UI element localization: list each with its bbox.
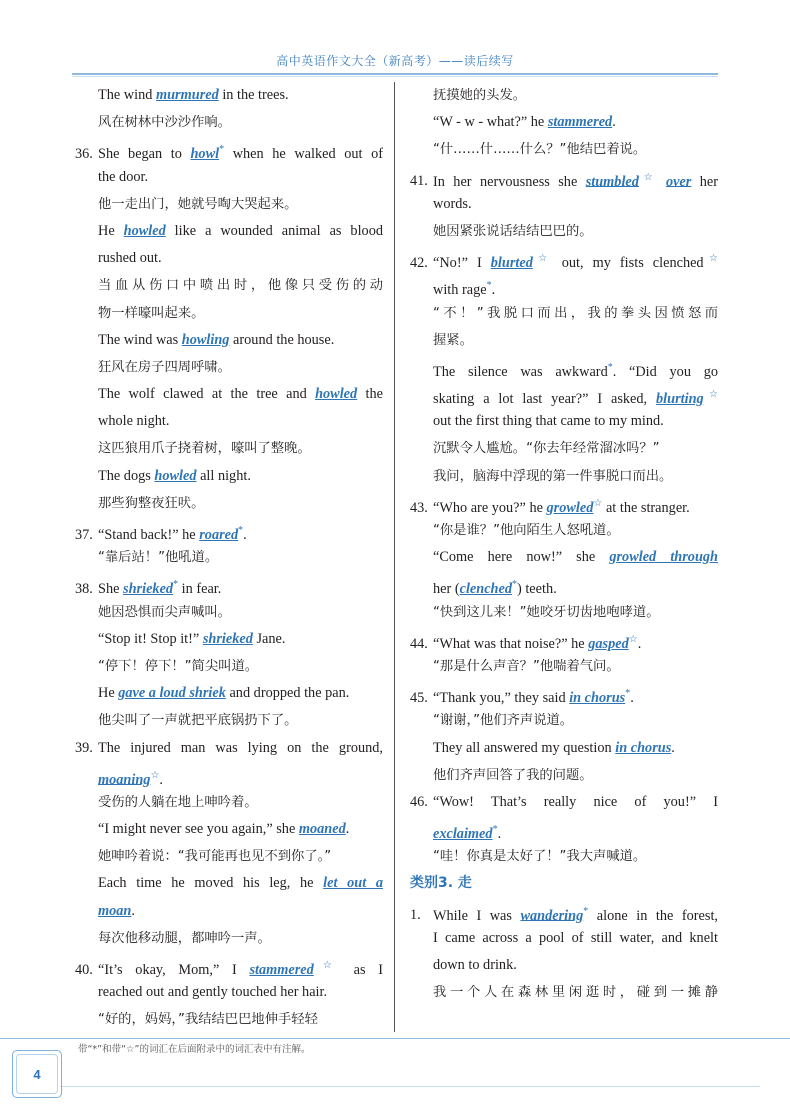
keyword: murmured <box>155 87 219 103</box>
translation-line <box>410 599 718 626</box>
text-run: in fear. <box>178 581 222 598</box>
text-run: Each time he moved his leg, he <box>98 875 324 892</box>
glossary-mark-icon: ☆ <box>628 633 638 645</box>
text-run: . <box>159 771 163 788</box>
keyword: stammered <box>547 114 613 131</box>
text-run: . <box>497 825 502 842</box>
item-number: 42. <box>410 254 428 271</box>
text-run: . <box>345 821 350 838</box>
text-run: He <box>98 222 124 239</box>
text-run: reached out and gently touched her hair. <box>98 984 328 1001</box>
text-run: . <box>612 114 616 131</box>
text-run: 握紧。 <box>433 332 473 348</box>
text-run: She <box>98 581 124 598</box>
example-line <box>410 544 718 571</box>
example-line <box>410 109 718 136</box>
translation-line <box>410 327 718 354</box>
translation-line <box>410 517 718 544</box>
text-run: 狂风在房子四周呼啸。 <box>98 359 231 375</box>
example-line <box>410 952 718 979</box>
example-line <box>410 191 718 218</box>
header-rule <box>72 73 718 75</box>
text-run: “I might never see you again,” she <box>98 821 299 838</box>
text-run: . <box>131 902 135 919</box>
glossary-mark-icon: ☆ <box>150 769 160 781</box>
item-number: 44. <box>410 635 428 652</box>
example-line <box>75 218 383 245</box>
text-run: He <box>98 685 119 702</box>
keyword: howled <box>154 467 197 484</box>
text-run: ) teeth. <box>517 581 557 598</box>
item-number: 40. <box>75 961 93 978</box>
item-number: 39. <box>75 739 93 756</box>
translation-line <box>410 707 718 734</box>
text-run: “好的，妈妈，”我结结巴巴地伸手轻轻 <box>98 1012 318 1028</box>
example-line <box>410 735 718 762</box>
text-run: whole night. <box>98 413 170 430</box>
text-run: . <box>671 739 675 756</box>
translation-line <box>75 707 383 734</box>
text-run: down to drink. <box>433 957 517 973</box>
text-run: “Wow! That’s really nice of you!” I <box>433 793 718 810</box>
text-run: “Thank you,” they said <box>433 689 570 706</box>
translation-line <box>410 136 718 163</box>
text-run <box>658 173 666 189</box>
item-number: 41. <box>410 173 428 190</box>
translation-line <box>75 544 383 571</box>
glossary-mark-icon: * <box>219 144 225 156</box>
keyword: exclaimed <box>433 825 493 842</box>
text-run: “Stop it! Stop it!” <box>98 630 203 647</box>
glossary-mark-icon: * <box>607 361 613 373</box>
text-run: 受伤的人躺在地上呻吟着。 <box>98 794 258 810</box>
translation-line <box>410 979 718 1006</box>
example-line <box>75 408 383 435</box>
example-line <box>75 680 383 707</box>
text-run: She began to <box>98 146 191 163</box>
example-line <box>75 82 383 109</box>
text-run: the door. <box>98 168 149 185</box>
keyword: blurting <box>656 390 704 407</box>
item-number: 38. <box>75 581 93 598</box>
example-line <box>75 735 383 762</box>
glossary-mark-icon: ☆ <box>532 253 553 265</box>
keyword: growled through <box>609 549 718 566</box>
left-column <box>75 82 383 1034</box>
header-rule-thin <box>72 76 718 77</box>
keyword: howled <box>123 222 166 239</box>
glossary-mark-icon: * <box>486 280 492 292</box>
keyword: shrieked <box>202 630 253 647</box>
glossary-mark-icon: ☆ <box>638 171 658 183</box>
text-run: “Who are you?” he <box>433 499 547 516</box>
text-run: when he walked out of <box>224 146 383 163</box>
translation-line <box>410 435 718 462</box>
glossary-mark-icon: * <box>492 824 498 836</box>
example-line <box>75 327 383 354</box>
right-column <box>410 82 718 1006</box>
text-run: out the first thing that came to my mind. <box>433 413 664 430</box>
text-run: alone in the forest, <box>588 907 718 924</box>
text-run: 这匹狼用爪子挠着树，嚎叫了整晚。 <box>98 441 311 457</box>
text-run: . <box>491 282 496 299</box>
example-line <box>410 245 718 272</box>
example-line <box>410 816 718 843</box>
text-run: 抚摸她的头发。 <box>433 88 527 103</box>
text-run: the <box>357 386 383 403</box>
text-run: . “Did you go <box>612 363 718 380</box>
glossary-mark-icon: * <box>583 905 589 917</box>
item-number: 36. <box>75 146 93 163</box>
example-line <box>75 463 383 490</box>
text-run: “停下！停下！”简尖叫道。 <box>98 658 259 674</box>
glossary-mark-icon: ☆ <box>703 253 718 265</box>
item-number: 1. <box>410 907 421 924</box>
text-run: “It’s okay, Mom,” I <box>98 961 250 978</box>
example-line <box>410 381 718 408</box>
text-run: “What was that noise?” he <box>433 635 589 652</box>
keyword: moan <box>98 902 132 919</box>
example-line <box>75 762 383 789</box>
translation-line <box>410 762 718 789</box>
keyword: roared <box>199 526 239 543</box>
text-run: 他一走出门，她就号啕大哭起来。 <box>98 196 298 212</box>
column-divider <box>394 82 395 1032</box>
keyword: in chorus <box>569 689 626 706</box>
text-run: “Stand back!” he <box>98 526 200 543</box>
text-run: The silence was awkward <box>433 363 608 380</box>
translation-line <box>75 272 383 299</box>
page-stripe <box>60 1086 760 1087</box>
glossary-mark-icon: * <box>512 579 517 591</box>
keyword: howl <box>190 146 220 163</box>
glossary-mark-icon: * <box>238 525 244 536</box>
text-run: “Come here now!” she <box>433 549 610 566</box>
text-run: 风在树林中沙沙作响。 <box>98 115 231 131</box>
section-heading <box>410 870 718 897</box>
example-line <box>75 816 383 843</box>
example-line <box>410 626 718 653</box>
text-run: While I was <box>433 907 521 924</box>
keyword: clenched <box>459 581 512 598</box>
text-run: “靠后站！”他吼道。 <box>98 550 219 566</box>
text-run: “谢谢，”他们齐声说道。 <box>433 713 574 729</box>
text-run: skating a lot last year?” I asked, <box>433 390 657 407</box>
text-run: The wind was <box>98 331 182 348</box>
translation-line <box>75 354 383 381</box>
translation-line <box>75 843 383 870</box>
example-line <box>410 680 718 707</box>
example-line <box>75 381 383 408</box>
text-run: Jane. <box>252 630 286 647</box>
text-run: I came across a pool of still water, and knelt <box>433 929 718 946</box>
translation-line <box>410 300 718 327</box>
text-run: “不！”我脱口而出，我的拳头因愤怒而 <box>433 305 718 321</box>
example-line <box>410 925 718 952</box>
text-run: 当血从伤口中喷出时，他像只受伤的动 <box>98 278 383 294</box>
glossary-mark-icon: * <box>625 688 631 700</box>
example-line <box>75 136 383 163</box>
text-run: The injured man was lying on the ground, <box>98 739 383 756</box>
keyword: over <box>665 173 692 190</box>
translation-line <box>75 490 383 517</box>
example-line <box>410 789 718 816</box>
text-run: 物一样嚎叫起来。 <box>98 305 205 321</box>
example-line <box>75 164 383 191</box>
example-line <box>75 571 383 598</box>
example-line <box>75 626 383 653</box>
translation-line <box>75 109 383 136</box>
translation-line <box>75 191 383 218</box>
text-run: as I <box>340 961 383 978</box>
example-line <box>410 898 718 925</box>
text-run: “W - w - what?” he <box>433 114 548 131</box>
section-heading-text: 类别3. 走 <box>410 875 472 892</box>
item-number: 45. <box>410 689 428 706</box>
translation-line <box>75 789 383 816</box>
example-line <box>75 245 383 272</box>
text-run: her <box>691 173 718 190</box>
footer-rule <box>0 1038 790 1039</box>
keyword: stammered <box>249 961 314 978</box>
example-line <box>75 517 383 544</box>
example-line <box>410 490 718 517</box>
text-run: her ( <box>433 581 460 598</box>
keyword: shrieked <box>123 581 174 598</box>
text-run: . <box>637 635 642 652</box>
footnote: 带“*”和带“☆”的词汇在后面附录中的词汇表中有注解。 <box>78 1044 311 1055</box>
keyword: stumbled <box>585 173 639 190</box>
keyword: howled <box>315 386 358 403</box>
text-run: “那是什么声音？”他喘着气问。 <box>433 658 620 674</box>
text-run: “你是谁？”他向陌生人怒吼道。 <box>433 523 620 538</box>
text-run: and dropped the pan. <box>225 685 350 702</box>
text-run: words. <box>433 195 472 212</box>
text-run: at the stranger. <box>602 499 690 516</box>
text-run: 每次他移动腿，都呻吟一声。 <box>98 930 271 946</box>
text-run: 她因恐惧而尖声喊叫。 <box>98 604 231 620</box>
example-line <box>75 898 383 925</box>
text-run: They all answered my question <box>433 739 616 756</box>
keyword: moaning <box>98 771 151 788</box>
keyword: moaned <box>298 821 346 838</box>
example-line <box>410 571 718 598</box>
text-run: “快到这儿来！”她咬牙切齿地咆哮道。 <box>433 604 660 620</box>
text-run: 他们齐声回答了我的问题。 <box>433 767 593 783</box>
text-run: The dogs <box>98 467 155 484</box>
text-run: . <box>243 526 247 543</box>
text-run: all night. <box>196 467 251 484</box>
text-run: 沉默令人尴尬。“你去年经常溜冰吗？” <box>433 441 660 457</box>
glossary-mark-icon: ☆ <box>593 497 603 509</box>
translation-line <box>410 653 718 680</box>
item-number: 46. <box>410 793 428 810</box>
translation-line <box>410 463 718 490</box>
text-run: The wolf clawed at the tree and <box>98 386 316 403</box>
item-number: 43. <box>410 499 428 516</box>
example-line <box>410 354 718 381</box>
keyword: gasped <box>588 635 629 652</box>
text-run: in the trees. <box>218 87 289 103</box>
text-run: “哇！你真是太好了！”我大声喊道。 <box>433 849 647 865</box>
text-run: “No!” I <box>433 254 491 271</box>
text-run: 那些狗整夜狂吠。 <box>98 495 205 511</box>
translation-line <box>75 300 383 327</box>
text-run: around the house. <box>229 331 335 348</box>
text-run: 我一个人在森林里闲逛时，碰到一摊静 <box>433 985 718 1001</box>
text-run: 她呻吟着说：“我可能再也见不到你了。” <box>98 849 332 865</box>
translation-line <box>410 843 718 870</box>
glossary-mark-icon: * <box>173 579 179 591</box>
text-run: . <box>630 689 634 706</box>
text-run: rushed out. <box>98 250 162 267</box>
translation-line <box>75 599 383 626</box>
example-line <box>410 272 718 299</box>
text-run: 他尖叫了一声就把平底锅扔下了。 <box>98 713 298 729</box>
text-run: like a wounded animal as blood <box>165 222 383 239</box>
text-run: out, my fists clenched <box>552 254 704 271</box>
keyword: growled <box>546 499 594 516</box>
example-line <box>75 979 383 1006</box>
page-number: 4 <box>16 1054 58 1094</box>
translation-line <box>410 218 718 245</box>
example-line <box>75 870 383 897</box>
running-header: 高中英语作文大全（新高考）——读后续写 <box>276 54 514 68</box>
translation-line <box>410 82 718 109</box>
text-run: 她因紧张说话结结巴巴的。 <box>433 223 593 239</box>
text-run: “什……什……什么？”他结巴着说。 <box>433 142 647 158</box>
keyword: wandering <box>520 907 584 924</box>
text-run: The wind <box>98 87 156 103</box>
translation-line <box>75 653 383 680</box>
keyword: let out a <box>323 875 383 892</box>
text-run: 我问，脑海中浮现的第一件事脱口而出。 <box>433 468 673 484</box>
keyword: gave a loud shriek <box>118 685 226 702</box>
glossary-mark-icon: ☆ <box>313 960 341 971</box>
translation-line <box>75 1006 383 1033</box>
text-run: with rage <box>433 282 487 299</box>
text-run: In her nervousness she <box>433 173 586 190</box>
example-line <box>75 952 383 979</box>
item-number: 37. <box>75 526 93 543</box>
example-line <box>410 408 718 435</box>
translation-line <box>75 435 383 462</box>
glossary-mark-icon: ☆ <box>703 389 718 401</box>
keyword: blurted <box>490 254 533 271</box>
keyword: howling <box>181 331 230 348</box>
keyword: in chorus <box>615 739 672 756</box>
example-line <box>410 164 718 191</box>
translation-line <box>75 925 383 952</box>
